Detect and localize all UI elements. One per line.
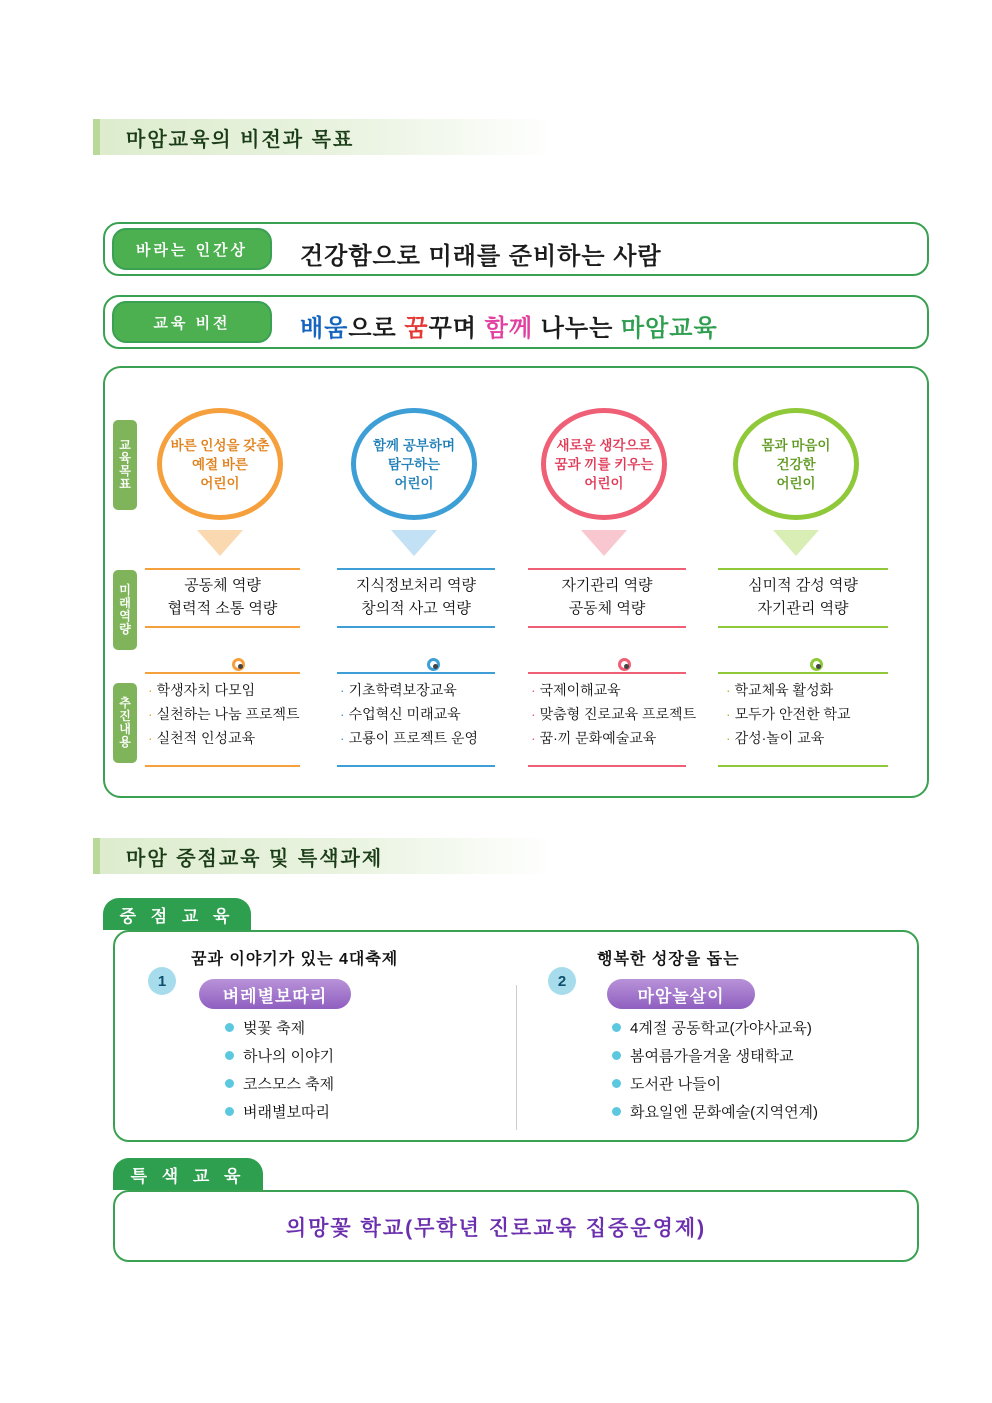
vision-part-3: 꾸며: [428, 315, 485, 342]
goal-ring-1: [157, 408, 283, 520]
task-divider-2: [337, 672, 495, 674]
task-divider-4: [718, 672, 888, 674]
vision-part-1: 으로: [348, 315, 405, 342]
row-label-goal: [113, 420, 137, 510]
list-item: 하나의 이야기: [225, 1043, 334, 1071]
task-list-4: [726, 678, 851, 750]
task-node-icon-2: [427, 658, 440, 671]
goal-ring-2: [351, 408, 477, 520]
section-heading-vision: [93, 119, 553, 155]
row-label-goal-c1: 육: [119, 451, 131, 465]
row-label-goal-c2: 목: [119, 464, 131, 478]
goal-ring-4-line2: 어린이: [776, 475, 816, 491]
task-item: · 기초학력보장교육: [340, 682, 457, 698]
goal-ring-4-line1: 건강한: [776, 456, 816, 472]
task-item: · 맞춤형 진로교육 프로젝트: [531, 706, 697, 722]
competency-block-3: [528, 574, 686, 620]
row-label-competency-c0: 미: [119, 583, 131, 597]
vision-part-6: 마암교육: [620, 315, 718, 342]
competency-divider-top-2: [337, 568, 495, 570]
task-node-icon-1: [232, 658, 245, 671]
goal-ring-3: [541, 408, 667, 520]
focus-group-title-2: 행복한 성장을 돕는: [597, 951, 740, 968]
list-item: 화요일엔 문화예술(지역연계): [612, 1099, 818, 1127]
bullet-icon: [225, 1107, 234, 1116]
competency-4-line0: 심미적 감성 역량: [748, 577, 858, 594]
competency-block-1: [145, 574, 300, 620]
competency-1-line0: 공동체 역량: [184, 577, 261, 594]
task-divider-bottom-1: [145, 765, 300, 767]
competency-4-line1: 자기관리 역량: [757, 600, 849, 617]
row-label-goal-c3: 표: [119, 477, 131, 491]
task-divider-3: [528, 672, 686, 674]
bullet-icon: [612, 1051, 621, 1060]
goal-ring-1-line0: 바른 인성을 갖춘: [170, 437, 270, 453]
competency-2-line0: 지식정보처리 역량: [355, 577, 477, 594]
section-title-text: 마암교육의 비전과 목표: [126, 128, 355, 151]
person-image-text: 건강함으로 미래를 준비하는 사람: [300, 243, 662, 270]
task-item: · 학생자치 다모임: [148, 682, 256, 698]
competency-divider-top-3: [528, 568, 686, 570]
focus-group-number-1: 1: [148, 967, 176, 995]
goal-ring-3-line1: 꿈과 끼를 키우는: [554, 456, 654, 472]
competency-block-2: [337, 574, 495, 620]
goal-arrow-3: [581, 530, 627, 556]
list-item: 벚꽃 축제: [225, 1015, 334, 1043]
task-item: · 실천하는 나눔 프로젝트: [148, 706, 300, 722]
goal-ring-2-line0: 함께 공부하며: [373, 437, 455, 453]
special-label: 특 색 교 육: [113, 1158, 263, 1190]
task-item: · 수업혁신 미래교육: [340, 706, 461, 722]
competency-block-4: [718, 574, 888, 620]
task-node-icon-4: [810, 658, 823, 671]
competency-divider-top-4: [718, 568, 888, 570]
task-item: · 감성·놀이 교육: [726, 730, 825, 746]
vision-part-5: 나누는: [533, 315, 621, 342]
row-label-tasks: [113, 683, 137, 763]
competency-divider-bottom-3: [528, 626, 686, 628]
goal-ring-2-line1: 탐구하는: [387, 456, 441, 472]
task-divider-bottom-4: [718, 765, 888, 767]
goal-ring-4-line0: 몸과 마음이: [761, 437, 831, 453]
heading-accent-bar: [93, 119, 100, 155]
goal-arrow-1: [197, 530, 243, 556]
task-divider-bottom-3: [528, 765, 686, 767]
competency-divider-bottom-4: [718, 626, 888, 628]
list-item: 4계절 공동학교(가야사교육): [612, 1015, 818, 1043]
bullet-icon: [612, 1079, 621, 1088]
focus-group-badge-1: 벼레별보따리: [199, 979, 351, 1009]
competency-2-line1: 창의적 사고 역량: [361, 600, 471, 617]
competency-divider-bottom-1: [145, 626, 300, 628]
goal-ring-3-line2: 어린이: [584, 475, 624, 491]
focus-item-list-2: [612, 1015, 818, 1127]
section-heading-focus: [93, 838, 553, 874]
goal-ring-1-line1: 예절 바른: [192, 456, 248, 472]
row-label-tasks-c2: 내: [119, 722, 131, 736]
vision-part-0: 배움: [300, 315, 349, 342]
task-item: · 학교체육 활성화: [726, 682, 834, 698]
row-label-tasks-c3: 용: [119, 735, 131, 749]
list-item: 벼래별보따리: [225, 1099, 334, 1127]
bullet-icon: [225, 1023, 234, 1032]
competency-divider-bottom-2: [337, 626, 495, 628]
special-text: 의망꽃 학교(무학년 진로교육 집중운영제): [285, 1217, 707, 1240]
list-item: 봄여름가을겨울 생태학교: [612, 1043, 818, 1071]
person-image-tag: 바라는 인간상: [112, 228, 272, 270]
row-label-goal-c0: 교: [119, 438, 131, 452]
section-title-text-2: 마암 중점교육 및 특색과제: [126, 847, 384, 870]
heading-accent-bar-2: [93, 838, 100, 874]
task-divider-1: [145, 672, 300, 674]
goal-ring-2-line2: 어린이: [394, 475, 434, 491]
goal-ring-4: [733, 408, 859, 520]
bullet-icon: [225, 1079, 234, 1088]
list-item: 코스모스 축제: [225, 1071, 334, 1099]
task-item: · 고룡이 프로젝트 운영: [340, 730, 479, 746]
row-label-competency-c2: 역: [119, 609, 131, 623]
task-list-3: [531, 678, 696, 750]
competency-divider-top-1: [145, 568, 300, 570]
bullet-icon: [612, 1107, 621, 1116]
competency-3-line1: 공동체 역량: [568, 600, 646, 617]
focus-item-list-1: [225, 1015, 334, 1127]
list-item: 도서관 나들이: [612, 1071, 818, 1099]
row-label-tasks-c0: 추: [119, 696, 131, 710]
row-label-competency-c3: 량: [119, 622, 131, 636]
competency-1-line1: 협력적 소통 역량: [167, 600, 278, 617]
row-label-competency-c1: 래: [119, 596, 131, 610]
vision-part-4: 함께: [484, 315, 534, 342]
focus-group-number-2: 2: [548, 967, 576, 995]
row-label-competency: [113, 570, 137, 650]
vision-tag: 교육 비전: [112, 301, 272, 343]
focus-column-separator: [516, 985, 517, 1130]
bullet-icon: [612, 1023, 621, 1032]
goal-arrow-2: [391, 530, 437, 556]
task-list-1: [148, 678, 300, 750]
task-item: · 국제이해교육: [531, 682, 621, 698]
row-label-tasks-c1: 진: [119, 709, 131, 723]
task-item: · 모두가 안전한 학교: [726, 706, 851, 722]
focus-group-title-1: 꿈과 이야기가 있는 4대축제: [191, 951, 399, 968]
goal-ring-1-line2: 어린이: [200, 475, 240, 491]
task-node-icon-3: [618, 658, 631, 671]
goal-ring-3-line0: 새로운 생각으로: [556, 437, 652, 453]
vision-text: [300, 308, 718, 343]
task-list-2: [340, 678, 478, 750]
goal-arrow-4: [773, 530, 819, 556]
competency-3-line0: 자기관리 역량: [561, 577, 653, 594]
focus-group-badge-2: 마암놀살이: [607, 979, 755, 1009]
vision-part-2: 꿈: [404, 315, 429, 342]
task-item: · 실천적 인성교육: [148, 730, 256, 746]
focus-label: 중 점 교 육: [103, 898, 251, 930]
bullet-icon: [225, 1051, 234, 1060]
task-divider-bottom-2: [337, 765, 495, 767]
task-item: · 꿈·끼 문화예술교육: [531, 730, 657, 746]
